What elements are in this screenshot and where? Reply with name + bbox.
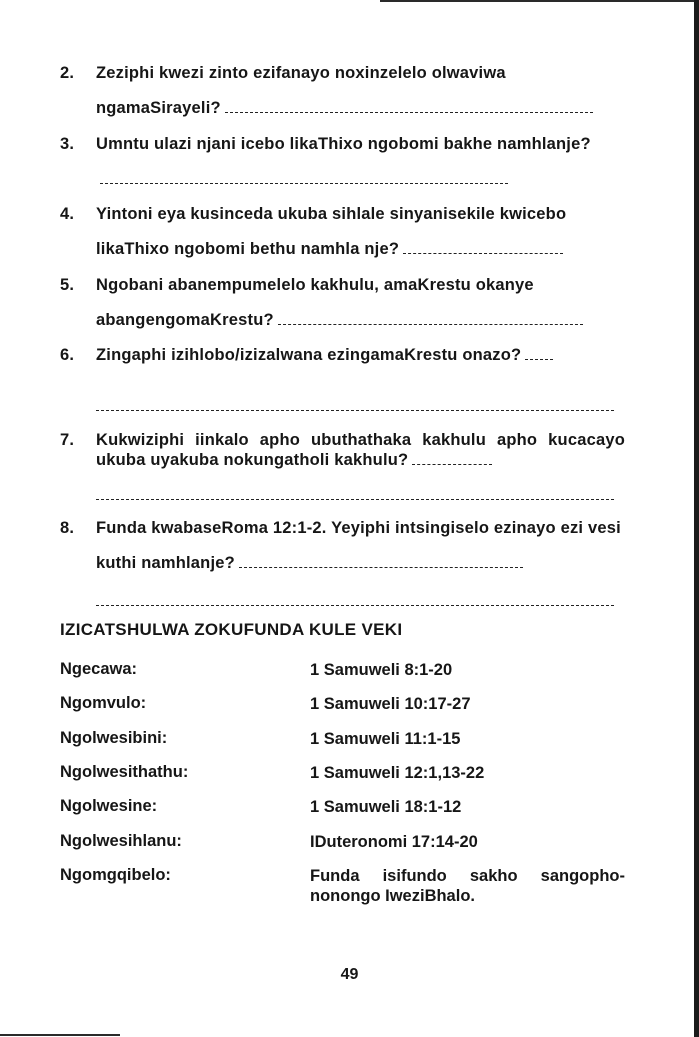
reading-reference: 1 Samuweli 18:1-12 [310, 798, 462, 816]
reading-reference: Funda isifundo sakho sangopho-nonongo IweziBhalo. [310, 867, 625, 905]
reading-day: Ngolwesithathu: [60, 763, 189, 781]
question-text: Zeziphi kwezi zinto ezifanayo noxinzelelo olwaviwa ngamaSirayeli? [96, 64, 506, 117]
question-text: Zingaphi izihlobo/izizalwana ezingamaKrestu onazo? [96, 346, 522, 364]
question-8 [60, 511, 625, 581]
question-text: Funda kwabaseRoma 12:1-2. Yeyiphi intsingiselo ezinayo ezi vesi kuthi namhlanje? [96, 519, 621, 572]
question-6 [60, 338, 625, 373]
answer-line [239, 566, 523, 568]
reading-reference: 1 Samuweli 8:1-20 [310, 661, 453, 679]
question-text: Yintoni eya kusinceda ukuba sihlale sinyanisekile kwicebo likaThixo ngobomi bethu namhla nje? [96, 205, 567, 258]
question-3 [60, 127, 625, 197]
reading-day: Ngolwesibini: [60, 729, 168, 747]
reading-day: Ngomgqibelo: [60, 866, 171, 884]
answer-line [278, 323, 583, 325]
reading-day: Ngolwesine: [60, 797, 158, 815]
answer-line [412, 463, 492, 465]
question-number: 2. [60, 64, 75, 82]
reading-day: Ngomvulo: [60, 694, 147, 712]
question-number: 8. [60, 519, 75, 537]
answer-line [100, 182, 508, 184]
reading-reference: 1 Samuweli 12:1,13-22 [310, 764, 485, 782]
question-text: Kukwiziphi iinkalo apho ubuthathaka kakhulu apho kucacayo ukuba uyakuba nokungatholi kakhulu? [96, 431, 625, 469]
reading-reference: 1 Samuweli 11:1-15 [310, 730, 461, 748]
answer-line [403, 252, 563, 254]
question-number: 6. [60, 346, 75, 364]
scan-edge-bottom [0, 1034, 120, 1036]
question-4 [60, 197, 625, 267]
scan-edge-right [694, 0, 699, 1037]
reading-reference: 1 Samuweli 10:17-27 [310, 695, 471, 713]
reading-day: Ngecawa: [60, 660, 138, 678]
answer-line [96, 410, 614, 411]
question-text: Ngobani abanempumelelo kakhulu, amaKrestu okanye abangengomaKrestu? [96, 276, 534, 329]
page-number: 49 [340, 966, 359, 983]
question-7 [60, 430, 625, 470]
answer-line [96, 605, 614, 606]
question-number: 7. [60, 431, 75, 449]
question-2 [60, 56, 625, 126]
answer-line [225, 111, 593, 113]
answer-line [525, 358, 553, 360]
question-number: 4. [60, 205, 75, 223]
reading-day: Ngolwesihlanu: [60, 832, 182, 850]
answer-line [96, 499, 614, 500]
reading-plan-heading: IZICATSHULWA ZOKUFUNDA KULE VEKI [60, 620, 403, 639]
question-5 [60, 268, 625, 338]
question-number: 5. [60, 276, 75, 294]
reading-reference: IDuteronomi 17:14-20 [310, 833, 478, 851]
question-number: 3. [60, 135, 75, 153]
question-text: Umntu ulazi njani icebo likaThixo ngobomi bakhe namhlanje? [96, 135, 591, 153]
scan-edge-top [380, 0, 699, 2]
